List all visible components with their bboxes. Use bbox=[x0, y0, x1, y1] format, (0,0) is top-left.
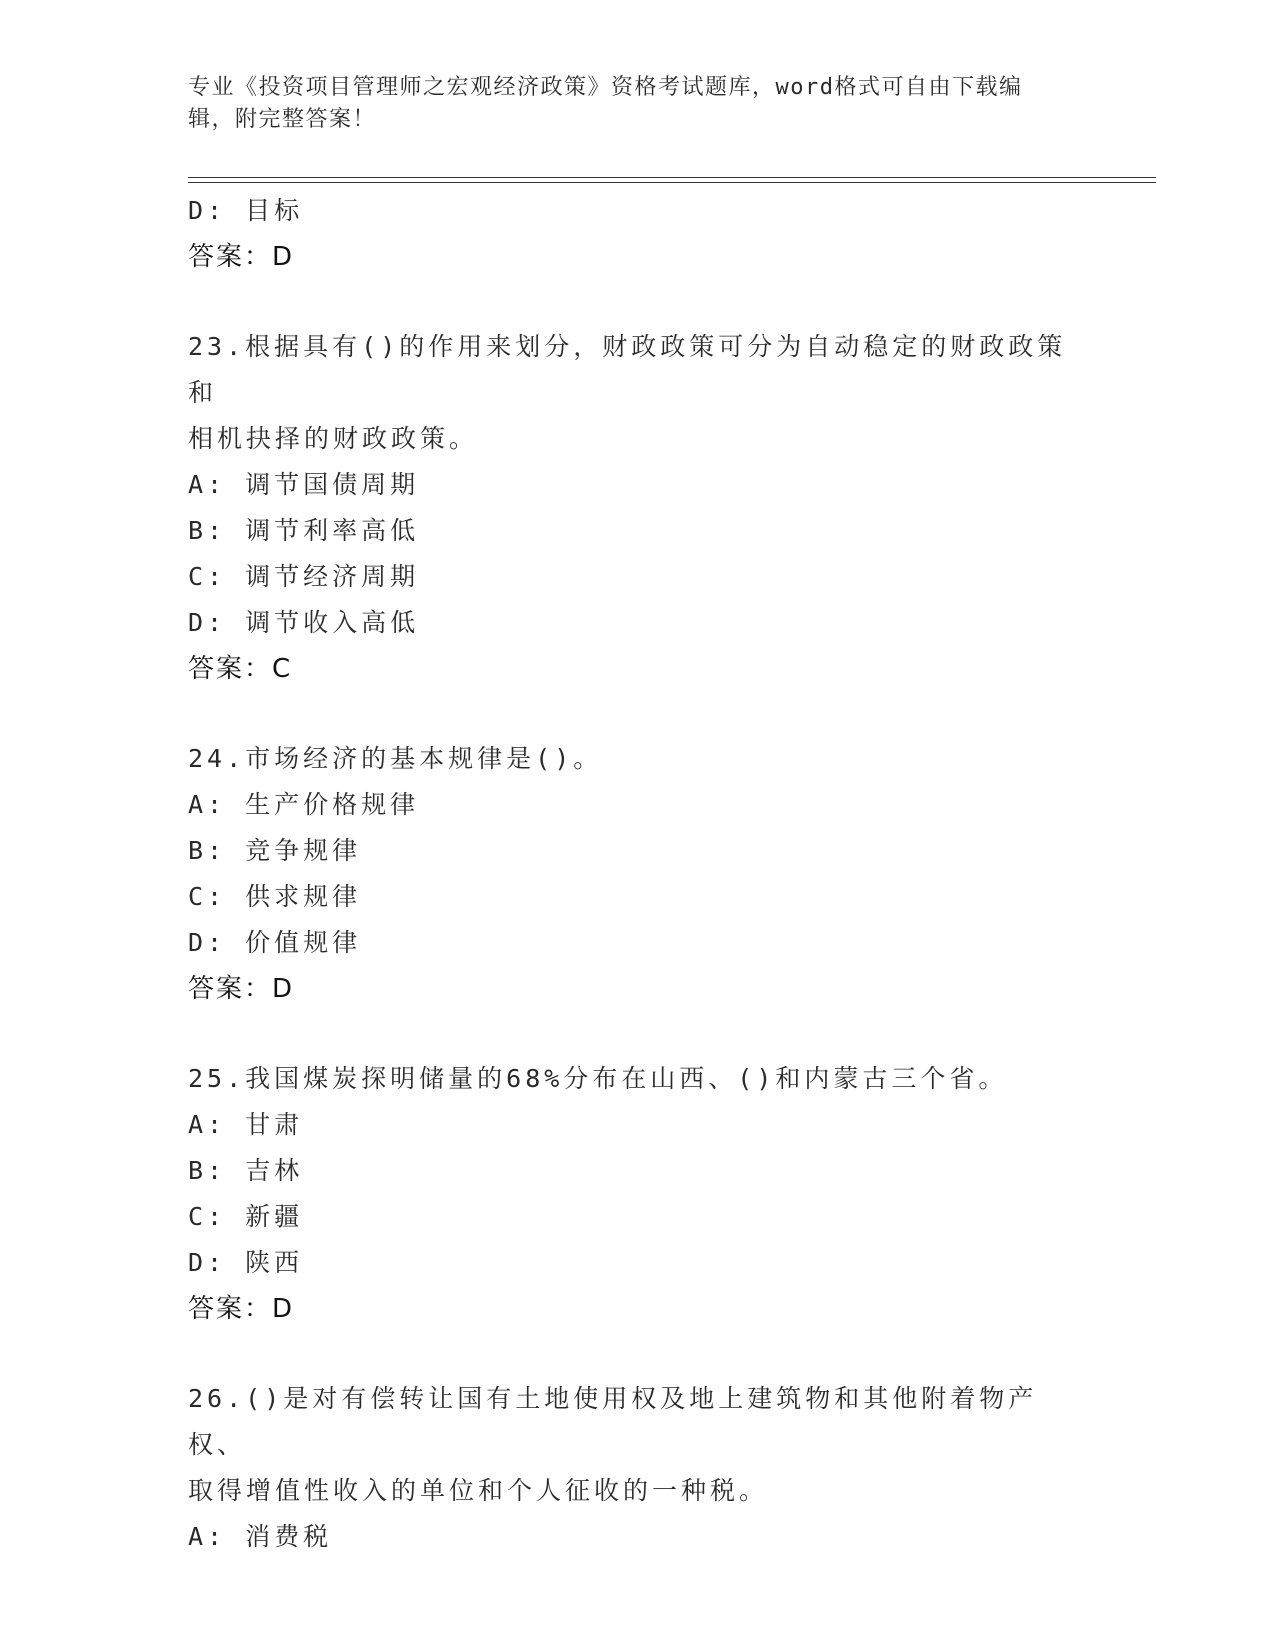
question-stem-line-2: 相机抉择的财政政策。 bbox=[188, 424, 479, 453]
header-line-2: 辑，附完整答案！ bbox=[188, 107, 377, 132]
option-d: D: 调节收入高低 bbox=[188, 608, 420, 637]
option-a: A: 生产价格规律 bbox=[188, 790, 420, 819]
question-26 bbox=[188, 1376, 1088, 1560]
question-stem-line-1: 23.根据具有()的作用来划分，财政政策可分为自动稳定的财政政策和 bbox=[188, 332, 1067, 407]
spacer bbox=[188, 692, 1088, 736]
option-a: A: 消费税 bbox=[188, 1522, 333, 1551]
question-24 bbox=[188, 736, 1088, 1012]
question-stem-line-1: 26.()是对有偿转让国有土地使用权及地上建筑物和其他附着物产权、 bbox=[188, 1384, 1038, 1459]
question-stem-line-1: 24.市场经济的基本规律是()。 bbox=[188, 744, 603, 773]
question-23 bbox=[188, 324, 1088, 692]
question-25 bbox=[188, 1056, 1088, 1332]
header-divider-top bbox=[188, 177, 1156, 178]
answer-line: 答案：D bbox=[188, 1294, 295, 1324]
option-a: A: 甘肃 bbox=[188, 1110, 304, 1139]
header-line-1: 专业《投资项目管理师之宏观经济政策》资格考试题库，word格式可自由下载编 bbox=[188, 75, 1023, 100]
option-c: C: 供求规律 bbox=[188, 882, 362, 911]
spacer bbox=[188, 1012, 1088, 1056]
option-b: B: 调节利率高低 bbox=[188, 516, 420, 545]
answer-line: 答案：D bbox=[188, 242, 295, 272]
document-header bbox=[188, 72, 1088, 136]
answer-line: 答案：D bbox=[188, 974, 295, 1004]
question-list bbox=[188, 188, 1088, 1560]
answer-line: 答案：C bbox=[188, 654, 293, 684]
question-22-tail bbox=[188, 188, 1088, 280]
spacer bbox=[188, 1332, 1088, 1376]
option-c: C: 调节经济周期 bbox=[188, 562, 420, 591]
option-d: D: 价值规律 bbox=[188, 928, 362, 957]
header-divider-bottom bbox=[188, 182, 1156, 183]
option-b: B: 吉林 bbox=[188, 1156, 304, 1185]
question-stem-line-2: 取得增值性收入的单位和个人征收的一种税。 bbox=[188, 1476, 769, 1505]
spacer bbox=[188, 280, 1088, 324]
option-a: A: 调节国债周期 bbox=[188, 470, 420, 499]
option-d: D: 陕西 bbox=[188, 1248, 304, 1277]
question-stem-line-1: 25.我国煤炭探明储量的68%分布在山西、()和内蒙古三个省。 bbox=[188, 1064, 1008, 1093]
option-b: B: 竞争规律 bbox=[188, 836, 362, 865]
option-d: D: 目标 bbox=[188, 196, 304, 225]
option-c: C: 新疆 bbox=[188, 1202, 304, 1231]
